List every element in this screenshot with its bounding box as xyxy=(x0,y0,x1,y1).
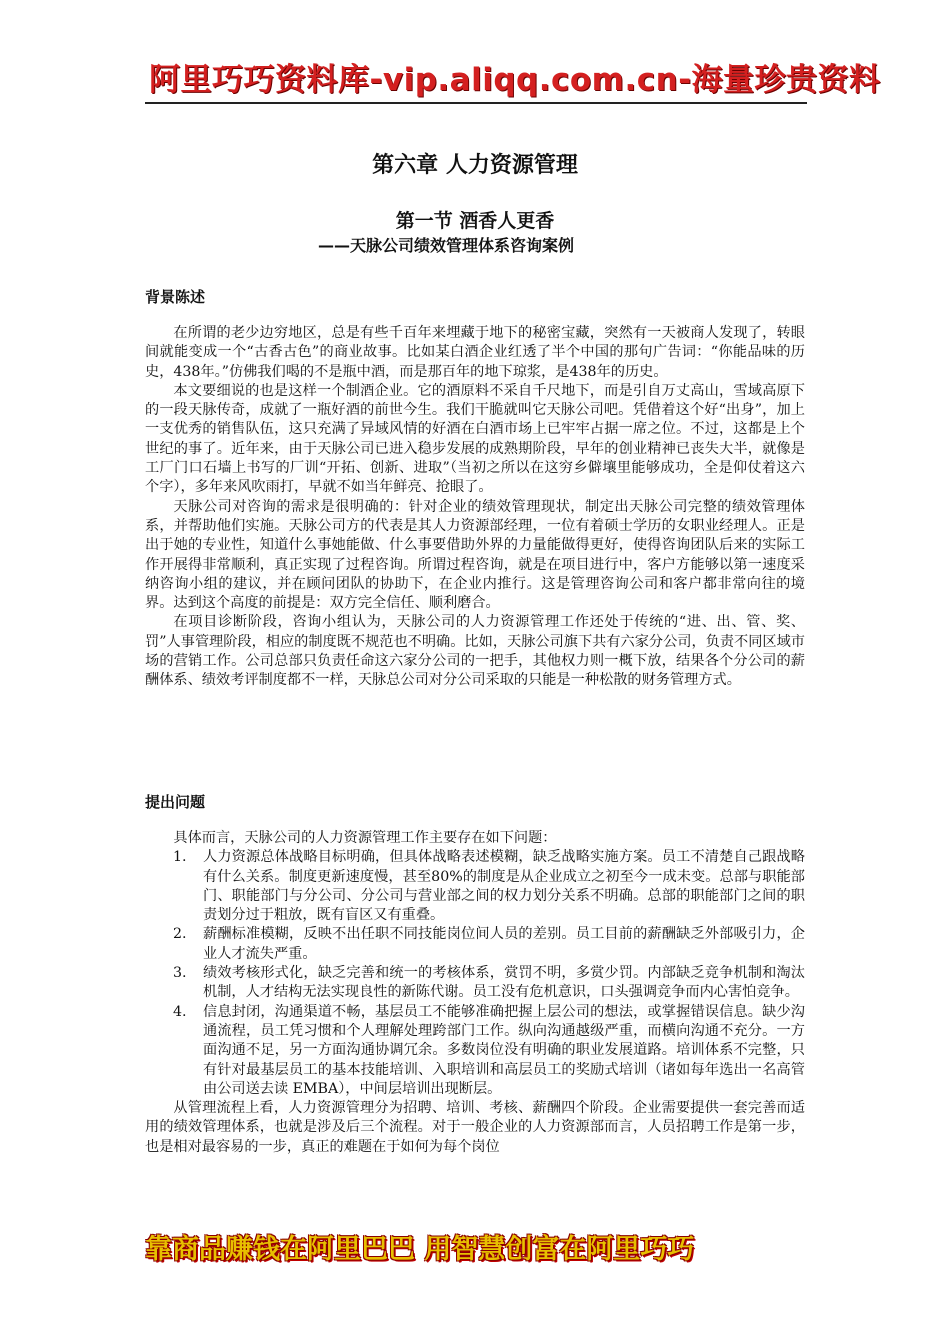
background-paragraph: 本文要细说的也是这样一个制酒企业。它的酒原料不采自千尺地下，而是引自万丈高山，雪域高原下的一段天脉传奇，成就了一瓶好酒的前世今生。我们干脆就叫它天脉公司吧。凭借着这个好“出身”，加上一支优秀的销售队伍，这只充满了异域风情的好酒在白酒市场上已牢牢占据一席之位。不过，这都是上个世纪的事了。近年来，由于天脉公司已进入稳步发展的成熟期阶段，早年的创业精神已丧失大半，就像是工厂门口石墙上书写的厂训“开拓、创新、进取”（当初之所以在这穷乡僻壤里能够成功，全是仰仗着这六个字），多年来风吹雨打，早就不如当年鲜亮、抢眼了。 xyxy=(145,382,805,496)
problems-heading: 提出问题 xyxy=(145,793,206,811)
section-subtitle: ——天脉公司绩效管理体系咨询案例 xyxy=(318,236,575,255)
footer-banner xyxy=(145,1232,807,1268)
background-heading: 背景陈述 xyxy=(145,288,206,306)
problem-text: 信息封闭，沟通渠道不畅，基层员工不能够准确把握上层公司的想法，或掌握错误信息。缺少沟通流程，员工凭习惯和个人理解处理跨部门工作。纵向沟通越级严重，而横向沟通不充分。一方面沟通不足，另一方面沟通协调冗余。多数岗位没有明确的职业发展道路。培训体系不完整，只有针对最基层员工的基本技能培训、入职培训和高层员工的奖励式培训（诸如每年选出一名高管由公司送去读 EMBA），中间层培训出现断层。 xyxy=(203,1003,805,1097)
problem-number: 4. xyxy=(173,1003,187,1020)
problems-intro: 具体而言，天脉公司的人力资源管理工作主要存在如下问题： xyxy=(173,830,557,846)
problem-item xyxy=(145,1003,805,1099)
problem-text: 薪酬标准模糊，反映不出任职不同技能岗位间人员的差别。员工目前的薪酬缺乏外部吸引力，企业人才流失严重。 xyxy=(203,926,805,962)
header-banner-text: 阿里巧巧资料库-vip.aliqq.com.cn-海量珍贵资料 xyxy=(149,62,881,98)
problems-body xyxy=(145,829,805,1157)
background-paragraph: 在项目诊断阶段，咨询小组认为，天脉公司的人力资源管理工作还处于传统的“进、出、管、奖、罚”人事管理阶段，相应的制度既不规范也不明确。比如，天脉公司旗下共有六家分公司，负责不同区域市场的营销工作。公司总部只负责任命这六家分公司的一把手，其他权力则一概下放，结果各个分公司的薪酬体系、绩效考评制度都不一样，天脉总公司对分公司采取的只能是一种松散的财务管理方式。 xyxy=(145,614,805,689)
problem-number: 2. xyxy=(173,926,187,943)
background-paragraph: 在所谓的老少边穷地区，总是有些千百年来埋藏于地下的秘密宝藏，突然有一天被商人发现了，转眼间就能变成一个“古香古色”的商业故事。比如某白酒企业红透了半个中国的那句广告词：“你能品味的历史，438年。”仿佛我们喝的不是瓶中酒，而是那百年的地下琼浆，是438年的历史。 xyxy=(145,325,805,380)
problem-number: 3. xyxy=(173,965,187,982)
problem-text: 人力资源总体战略目标明确，但具体战略表述模糊，缺乏战略实施方案。员工不清楚自己跟战略有什么关系。制度更新速度慢，甚至80%的制度是从企业成立之初至今一成未变。总部与职能部门、职能部门与分公司、分公司与营业部之间的权力划分关系不明确。总部的职能部门之间的职责划分过于粗放，既有盲区又有重叠。 xyxy=(203,849,805,924)
section-title: 第一节 酒香人更香 xyxy=(395,210,555,232)
problem-list xyxy=(145,848,805,1099)
problem-number: 1. xyxy=(173,849,187,866)
problem-text: 绩效考核形式化，缺乏完善和统一的考核体系，赏罚不明，多赏少罚。内部缺乏竞争机制和淘汰机制，人才结构无法实现良性的新陈代谢。员工没有危机意识，口头强调竞争而内心害怕竞争。 xyxy=(203,965,805,1001)
problem-item xyxy=(145,925,805,964)
chapter-title: 第六章 人力资源管理 xyxy=(372,153,578,178)
problem-item xyxy=(145,964,805,1003)
problem-item xyxy=(145,848,805,925)
background-body xyxy=(145,324,805,691)
header-banner xyxy=(145,60,881,104)
problems-outro: 从管理流程上看，人力资源管理分为招聘、培训、考核、薪酬四个阶段。企业需要提供一套完善而适用的绩效管理体系，也就是涉及后三个流程。对于一般企业的人力资源部而言，人员招聘工作是第一步，也是相对最容易的一步，真正的难题在于如何为每个岗位 xyxy=(145,1100,805,1155)
background-paragraph: 天脉公司对咨询的需求是很明确的：针对企业的绩效管理现状，制定出天脉公司完整的绩效管理体系，并帮助他们实施。天脉公司方的代表是其人力资源部经理，一位有着硕士学历的女职业经理人。正是出于她的专业性，知道什么事她能做、什么事要借助外界的力量能做得更好，使得咨询团队后来的实际工作开展得非常顺利，真正实现了过程咨询。所谓过程咨询，就是在项目进行中，客户方能够以第一速度采纳咨询小组的建议，并在顾问团队的协助下，在企业内推行。这是管理咨询公司和客户都非常向往的境界。达到这个高度的前提是：双方完全信任、顺利磨合。 xyxy=(145,498,805,612)
footer-banner-text: 靠商品赚钱在阿里巴巴 用智慧创富在阿里巧巧 xyxy=(145,1234,695,1265)
